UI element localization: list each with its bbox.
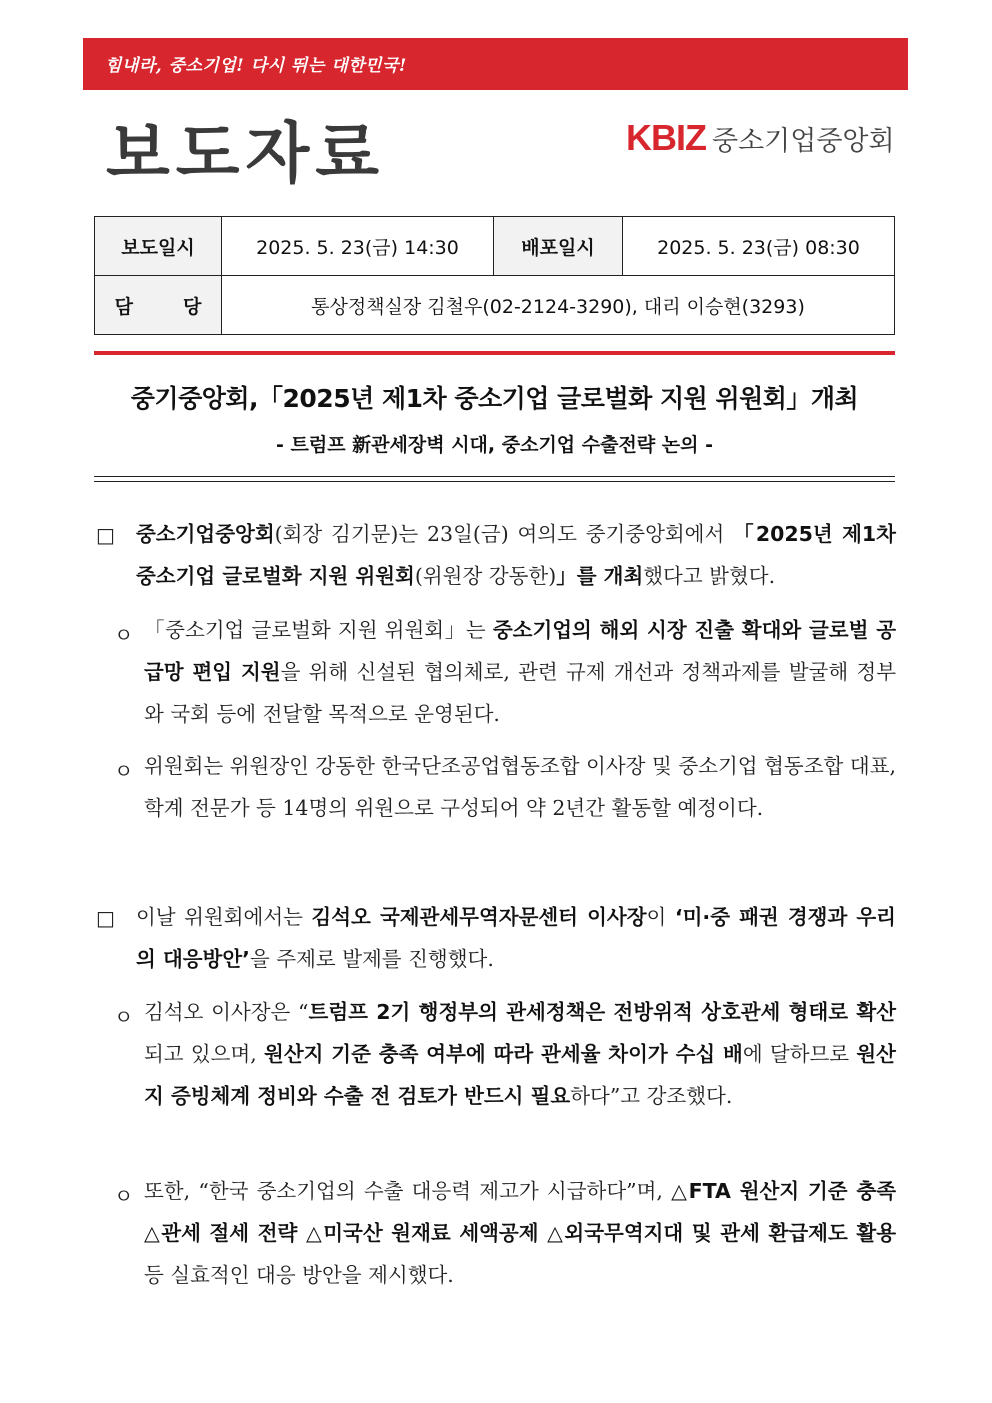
double-divider bbox=[94, 476, 895, 482]
release-info-table bbox=[94, 216, 895, 335]
square-bullet: □ bbox=[96, 523, 115, 547]
body-paragraph-2a: 김석오 이사장은 “트럼프 2기 행정부의 관세정책은 전방위적 상호관세 형태로 확산되고 있으며, 원산지 기준 충족 여부에 따라 관세율 차이가 수십 배에 달하므로 원산지 증빙체계 정비와 수출 전 검토가 반드시 필요하다”고 강조했다. bbox=[144, 1000, 896, 1108]
circle-bullet: ㅇ bbox=[114, 1184, 134, 1208]
body-paragraph-2: 이날 위원회에서는 김석오 국제관세무역자문센터 이사장이 ‘미·중 패권 경쟁과 우리의 대응방안’을 주제로 발제를 진행했다. bbox=[136, 905, 896, 971]
release-date-value: 2025. 5. 23(금) 14:30 bbox=[222, 217, 494, 276]
release-row bbox=[95, 217, 895, 276]
slogan-text: 힘내라, 중소기업! 다시 뛰는 대한민국! bbox=[105, 56, 407, 76]
subheadline: - 트럼프 新관세장벽 시대, 중소기업 수출전략 논의 - bbox=[275, 434, 714, 456]
body-paragraph-1b: 위원회는 위원장인 강동한 한국단조공업협동조합 이사장 및 중소기업 협동조합 대표, 학계 전문가 등 14명의 위원으로 구성되어 약 2년간 활동할 예정이다. bbox=[144, 754, 896, 820]
organization-logo bbox=[626, 118, 895, 158]
distribute-date-value: 2025. 5. 23(금) 08:30 bbox=[623, 217, 895, 276]
body-paragraph-1a: 「중소기업 글로벌화 지원 위원회」는 중소기업의 해외 시장 진출 확대와 글로벌 공급망 편입 지원을 위해 신설된 협의체로, 관련 규제 개선과 정책과제를 발굴해 정부와 국회 등에 전달할 목적으로 운영된다. bbox=[144, 618, 897, 726]
distribute-date-label: 배포일시 bbox=[494, 217, 623, 276]
circle-bullet: ㅇ bbox=[114, 1005, 134, 1029]
circle-bullet: ㅇ bbox=[114, 759, 134, 783]
contact-label: 담 당 bbox=[95, 276, 222, 335]
organization-name: 중소기업중앙회 bbox=[712, 125, 895, 157]
contact-row bbox=[95, 276, 895, 335]
release-date-label: 보도일시 bbox=[95, 217, 222, 276]
square-bullet: □ bbox=[96, 906, 115, 930]
document-title: 보도자료 bbox=[106, 115, 386, 192]
body-paragraph-1: 중소기업중앙회(회장 김기문)는 23일(금) 여의도 중기중앙회에서 「2025년 제1차 중소기업 글로벌화 지원 위원회(위원장 강동한)」를 개최했다고 밝혔다. bbox=[136, 522, 896, 588]
body-paragraph-2b: 또한, “한국 중소기업의 수출 대응력 제고가 시급하다”며, △FTA 원산지 기준 충족 △관세 절세 전략 △미국산 원재료 세액공제 △외국무역지대 및 관세 환급제도 활용 등 실효적인 대응 방안을 제시했다. bbox=[144, 1179, 896, 1287]
contact-value: 통상정책실장 김철우(02-2124-3290), 대리 이승현(3293) bbox=[222, 276, 895, 335]
circle-bullet: ㅇ bbox=[114, 623, 134, 647]
slogan-banner bbox=[83, 38, 908, 90]
red-divider bbox=[94, 351, 895, 355]
kbiz-logo-mark: KBIZ bbox=[626, 117, 706, 158]
headline: 중기중앙회,「2025년 제1차 중소기업 글로벌화 지원 위원회」개최 bbox=[130, 384, 859, 413]
